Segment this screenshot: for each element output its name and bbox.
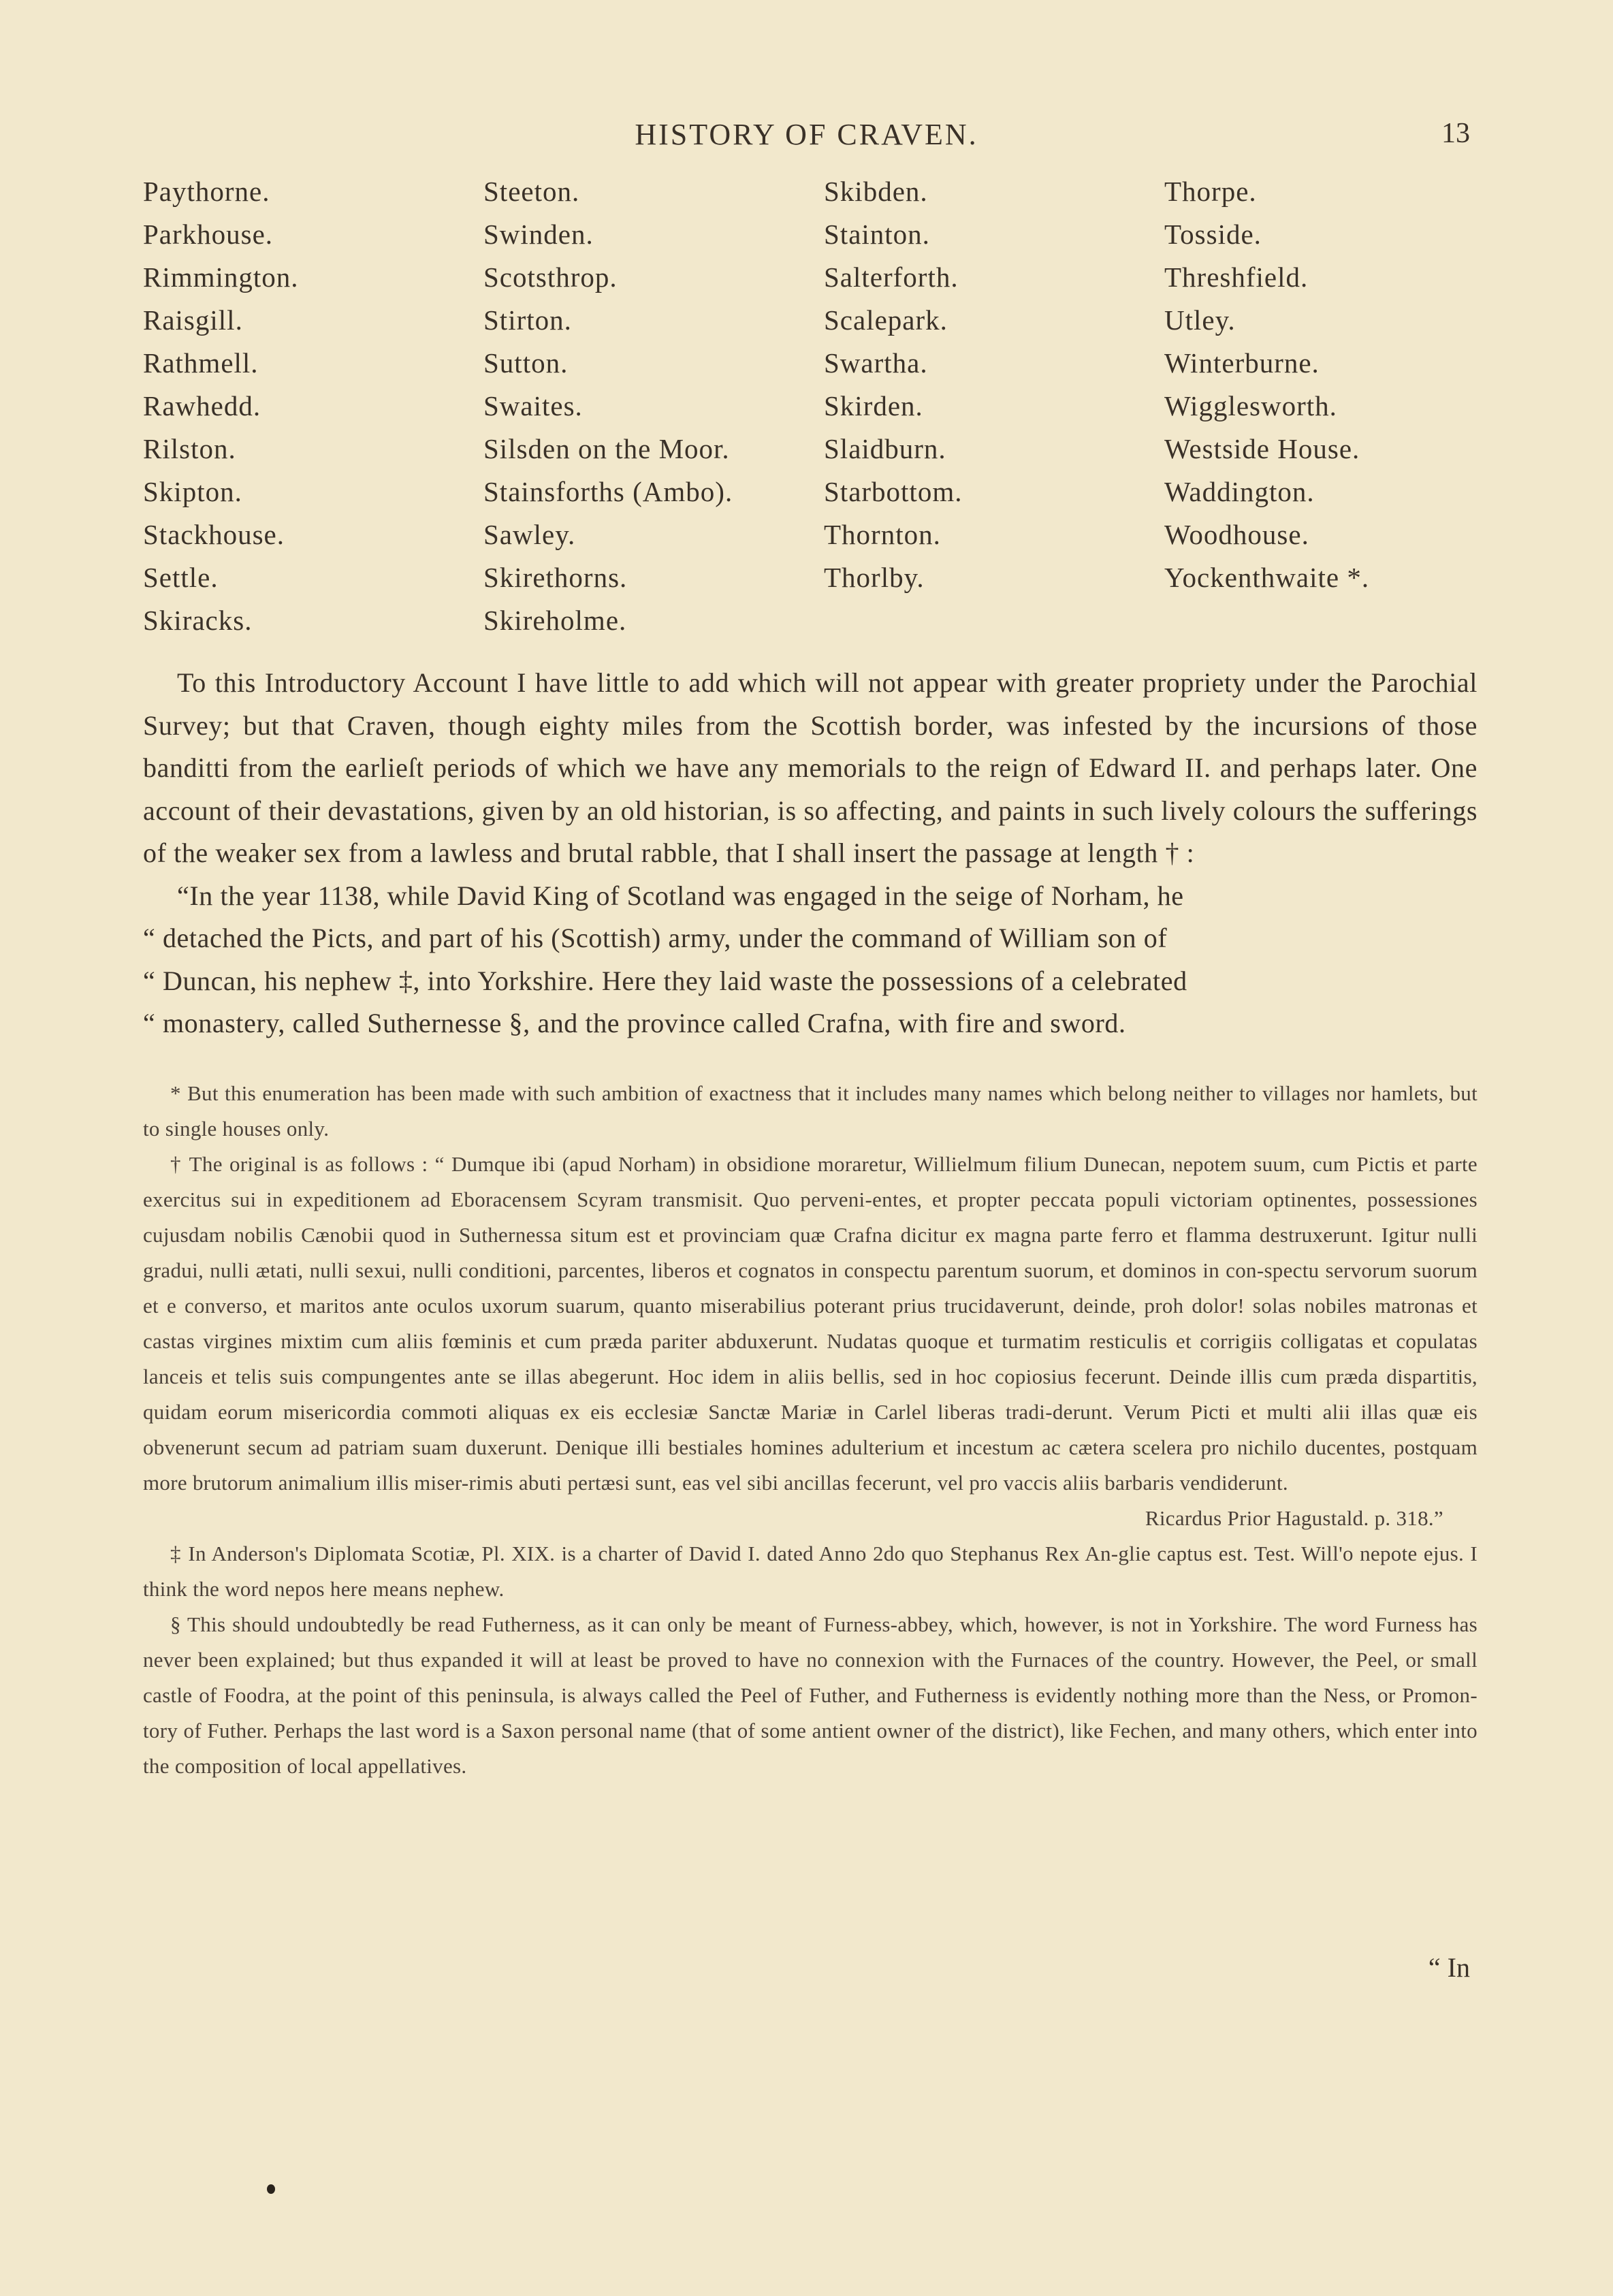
footnote-double-dagger: ‡ In Anderson's Diplomata Scotiæ, Pl. XIX. is a charter of David I. dated Anno 2do quo Stephanus Rex An-glie captus est. Test. Will'o nepote ejus. I think the word nepos here means nephew. <box>143 1542 1478 1601</box>
place-name: Skirethorns. <box>483 562 628 593</box>
place-name: Stainsforths (Ambo). <box>483 476 733 507</box>
place-name: Utley. <box>1164 304 1236 336</box>
page-number: 13 <box>1441 118 1470 149</box>
place-name: Starbottom. <box>824 476 963 507</box>
place-name: Sawley. <box>483 519 576 550</box>
place-name: Threshfield. <box>1164 261 1309 293</box>
place-name: Salterforth. <box>824 261 959 293</box>
intro-paragraph: To this Introductory Account I have little to add which will not appear with greater propriety under the Parochial Survey; but that Craven, though eighty miles from the Scottish border, was infested by the incursions of those banditti from the earlieſt periods of which we have any memorials to the reign of Edward II. and perhaps later. One account of their devastations, given by an old historian, is so affecting, and paints in such lively colours the sufferings of the weaker sex from a lawless and brutal rabble, that I shall insert the passage at length † : <box>143 667 1478 868</box>
footnote-attribution: Ricardus Prior Hagustald. p. 318.” <box>1145 1506 1443 1530</box>
running-title: HISTORY OF CRAVEN. <box>635 118 978 151</box>
place-name: Silsden on the Moor. <box>483 433 730 464</box>
place-name: Rilston. <box>143 433 236 464</box>
place-name: Swartha. <box>824 347 928 379</box>
catchword: “ In <box>1428 1952 1470 1983</box>
place-name: Stirton. <box>483 304 572 336</box>
quote-line: “ detached the Picts, and part of his (Scottish) army, under the command of William son of <box>143 923 1168 953</box>
place-name: Thorlby. <box>824 562 925 593</box>
place-name: Parkhouse. <box>143 219 274 250</box>
footnote-star: * But this enumeration has been made with such ambition of exactness that it includes many names which belong neither to villages nor hamlets, but to single houses only. <box>143 1081 1478 1141</box>
place-name: Settle. <box>143 562 219 593</box>
place-name: Scotsthrop. <box>483 261 618 293</box>
place-name: Swinden. <box>483 219 594 250</box>
place-name: Westside House. <box>1164 433 1360 464</box>
place-name: Sutton. <box>483 347 569 379</box>
place-column-3 <box>824 170 1164 642</box>
footnote-section: § This should undoubtedly be read Futherness, as it can only be meant of Furness-abbey, which, however, is not in Yorkshire. The word Furness has never been explained; but thus expanded it will at least be proved to have no connexion with the Furnaces of the country. However, the Peel, or small castle of Foodra, at the point of this peninsula, is always called the Peel of Futher, and Futherness is evidently nothing more than the Ness, or Promon-tory of Futher. Perhaps the last word is a Saxon personal name (that of some antient owner of the district), like Fechen, and many others, which enter into the composition of local appellatives. <box>143 1612 1478 1778</box>
place-name: Skibden. <box>824 176 928 207</box>
place-name: Rathmell. <box>143 347 259 379</box>
place-column-1 <box>143 170 483 642</box>
place-name: Winterburne. <box>1164 347 1320 379</box>
place-name: Thornton. <box>824 519 941 550</box>
place-name: Skirden. <box>824 390 923 421</box>
place-name: Thorpe. <box>1164 176 1257 207</box>
place-name: Rimmington. <box>143 261 299 293</box>
ink-blot <box>267 2184 275 2194</box>
introductory-text <box>143 662 1478 1045</box>
footnotes <box>143 1076 1478 1784</box>
place-name: Steeton. <box>483 176 580 207</box>
place-name: Paythorne. <box>143 176 270 207</box>
place-name: Woodhouse. <box>1164 519 1309 550</box>
place-column-4 <box>1164 170 1478 642</box>
place-name: Tosside. <box>1164 219 1262 250</box>
footnote-dagger: † The original is as follows : “ Dumque ibi (apud Norham) in obsidione moraretur, Willielmum filium Dunecan, nepotem suum, cum Pictis et parte exercitus sui in expeditionem ad Eboracensem Scyram transmisit. Quo perveni-entes, et propter peccata populi victoriam optinentes, possessiones cujusdam nobilis Cænobii quod in Suthernessa situm est et provinciam quæ Crafna dicitur ex magna parte ferro et flamma destruxerunt. Igitur nulli gradui, nulli ætati, nulli sexui, nulli conditioni, parcentes, liberos et cognatos in conspectu parentum suorum, et dominos in con-spectu servorum suorum et e converso, et maritos ante oculos uxorum suarum, quanto miserabilius poterant prius trucidaverunt, deinde, proh dolor! solas nobiles matronas et castas virgines mixtim cum aliis fœminis et cum præda pariter abduxerunt. Nudatas quoque et turmatim resticulis et corrigiis colligatas et copulatas lanceis et telis suis compungentes ante se illas abegerunt. Hoc idem in aliis bellis, sed in hoc copiosius fecerunt. Deinde illis cum præda dispartitis, quidam eorum misericordia commoti aliquas ex eis ecclesiæ Sanctæ Mariæ in Carlel liberas tradi-derunt. Verum Picti et multi alii illas quæ eis obvenerunt secum ad patriam suam duxerunt. Denique illi bestiales homines adulterium et incestum ac cætera scelera pro nichilo ducentes, postquam more brutorum animalium illis miser-rimis abuti pertæsi sunt, eas vel sibi ancillas fecerunt, vel pro vaccis aliis barbaris vendiderunt. <box>143 1152 1478 1495</box>
place-name: Skiracks. <box>143 605 253 636</box>
place-name: Wigglesworth. <box>1164 390 1337 421</box>
running-head <box>0 114 1613 155</box>
place-column-2 <box>483 170 824 642</box>
place-name: Rawhedd. <box>143 390 261 421</box>
place-name: Skireholme. <box>483 605 627 636</box>
place-name: Stackhouse. <box>143 519 285 550</box>
place-name: Swaites. <box>483 390 583 421</box>
place-name: Waddington. <box>1164 476 1315 507</box>
place-name-list <box>143 170 1478 642</box>
quote-line: “ Duncan, his nephew ‡, into Yorkshire. Here they laid waste the possessions of a celebrated <box>143 965 1187 996</box>
place-name: Yockenthwaite *. <box>1164 562 1370 593</box>
quote-line: “ monastery, called Suthernesse §, and the province called Crafna, with fire and sword. <box>143 1008 1126 1038</box>
place-name: Raisgill. <box>143 304 243 336</box>
place-name: Scalepark. <box>824 304 948 336</box>
place-name: Stainton. <box>824 219 930 250</box>
place-name: Skipton. <box>143 476 242 507</box>
quote-line: “In the year 1138, while David King of Scotland was engaged in the seige of Norham, he <box>177 880 1184 911</box>
place-name: Slaidburn. <box>824 433 946 464</box>
